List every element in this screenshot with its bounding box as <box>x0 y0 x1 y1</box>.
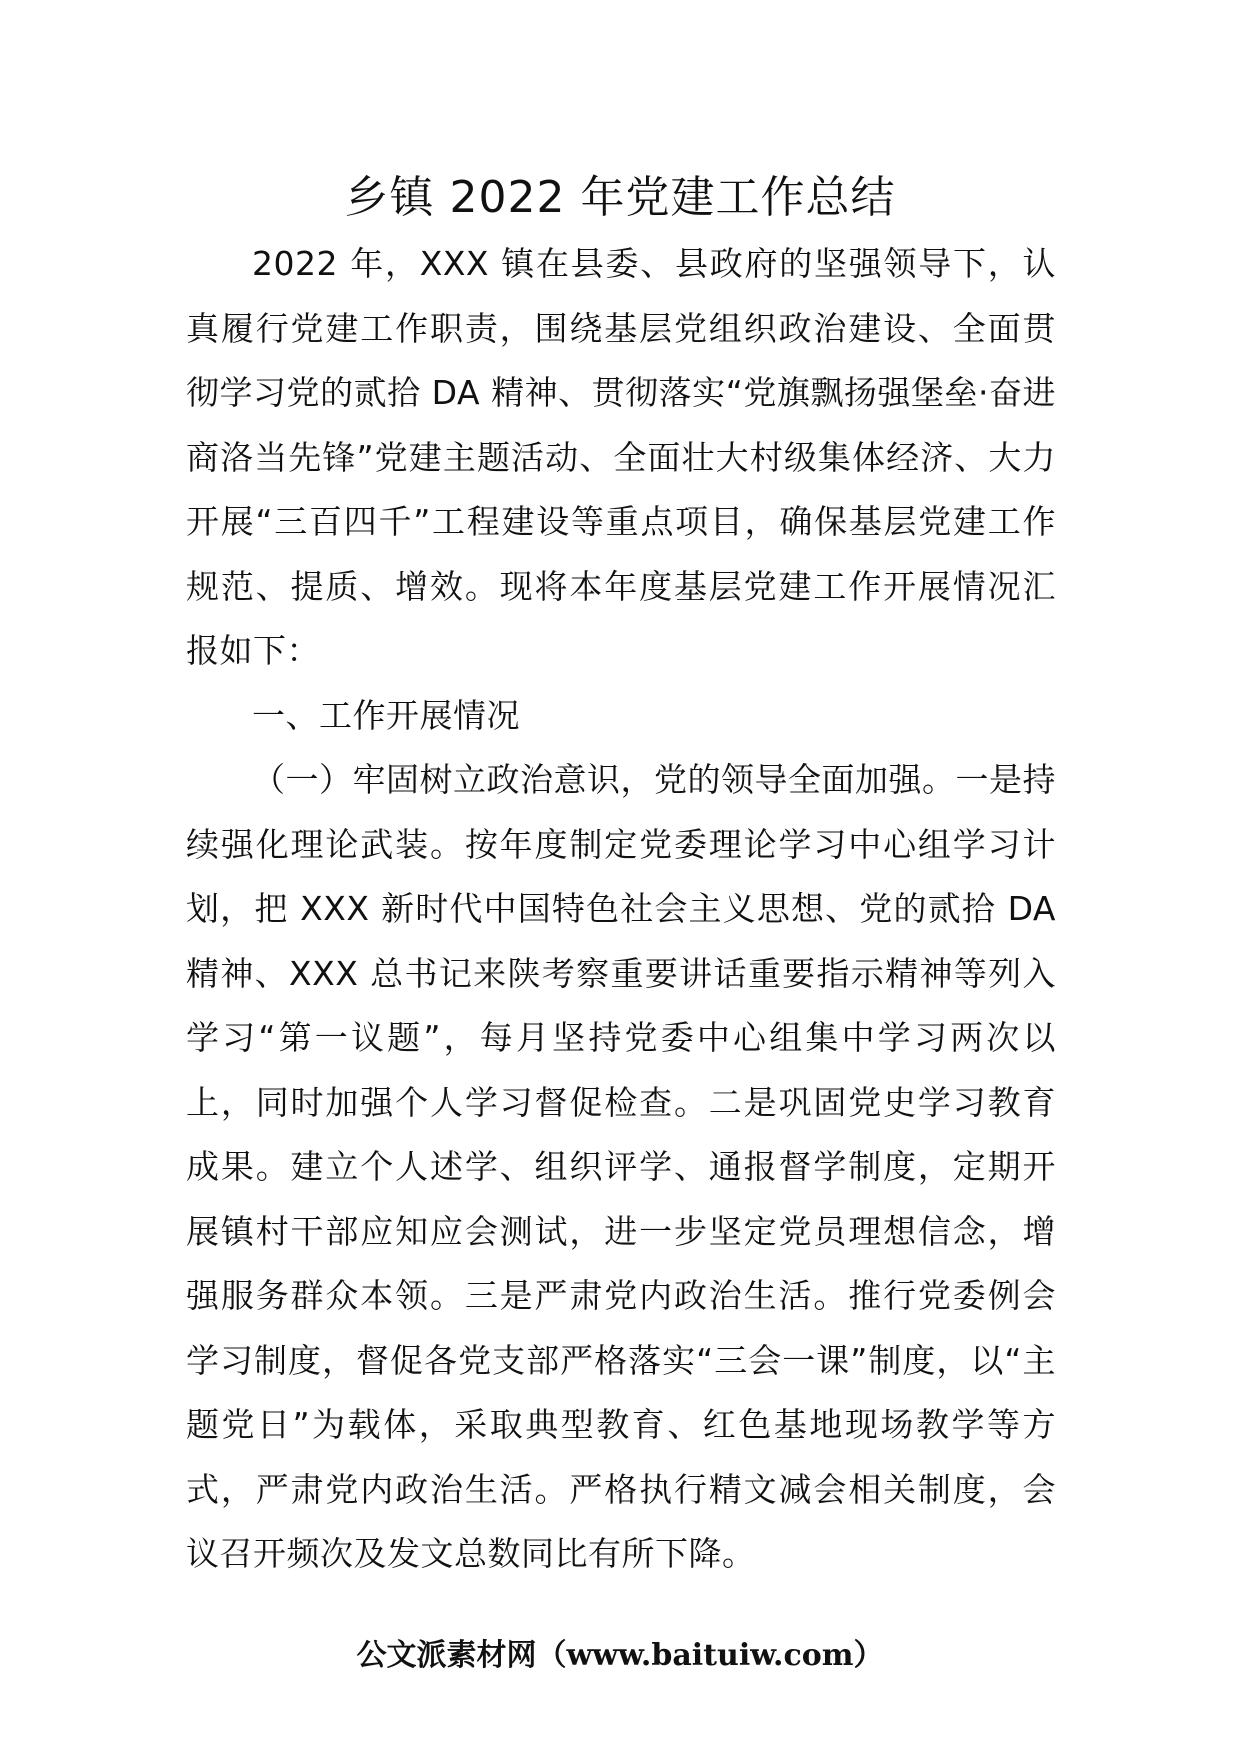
section-heading: 一、工作开展情况 <box>252 695 520 735</box>
document-body <box>186 232 1056 1587</box>
intro-paragraph: 2022 年，XXX 镇在县委、县政府的坚强领导下，认真履行党建工作职责，围绕基层党组织政治建设、全面贯彻学习党的贰拾 DA 精神、贯彻落实“党旗飘扬强堡垒·奋进商洛当先锋”党建主题活动、全面壮大村级集体经济、大力开展“三百四千”工程建设等重点项目，确保基层党建工作规范、提质、增效。现将本年度基层党建工作开展情况汇报如下： <box>186 244 1056 670</box>
document-title: 乡镇 2022 年党建工作总结 <box>344 172 896 223</box>
section-paragraph: （一）牢固树立政治意识，党的领导全面加强。一是持续强化理论武装。按年度制定党委理论学习中心组学习计划，把 XXX 新时代中国特色社会主义思想、党的贰拾 DA 精神、XXX 总书记来陕考察重要讲话重要指示精神等列入学习“第一议题”，每月坚持党委中心组集中学习两次以上，同时加强个人学习督促检查。二是巩固党史学习教育成果。建立个人述学、组织评学、通报督学制度，定期开展镇村干部应知应会测试，进一步坚定党员理想信念，增强服务群众本领。三是严肃党内政治生活。推行党委例会学习制度，督促各党支部严格落实“三会一课”制度，以“主题党日”为载体，采取典型教育、红色基地现场教学等方式，严肃党内政治生活。严格执行精文减会相关制度，会议召开频次及发文总数同比有所下降。 <box>186 760 1056 1573</box>
footer-watermark: 公文派素材网（www.baituiw.com） <box>356 1638 884 1673</box>
